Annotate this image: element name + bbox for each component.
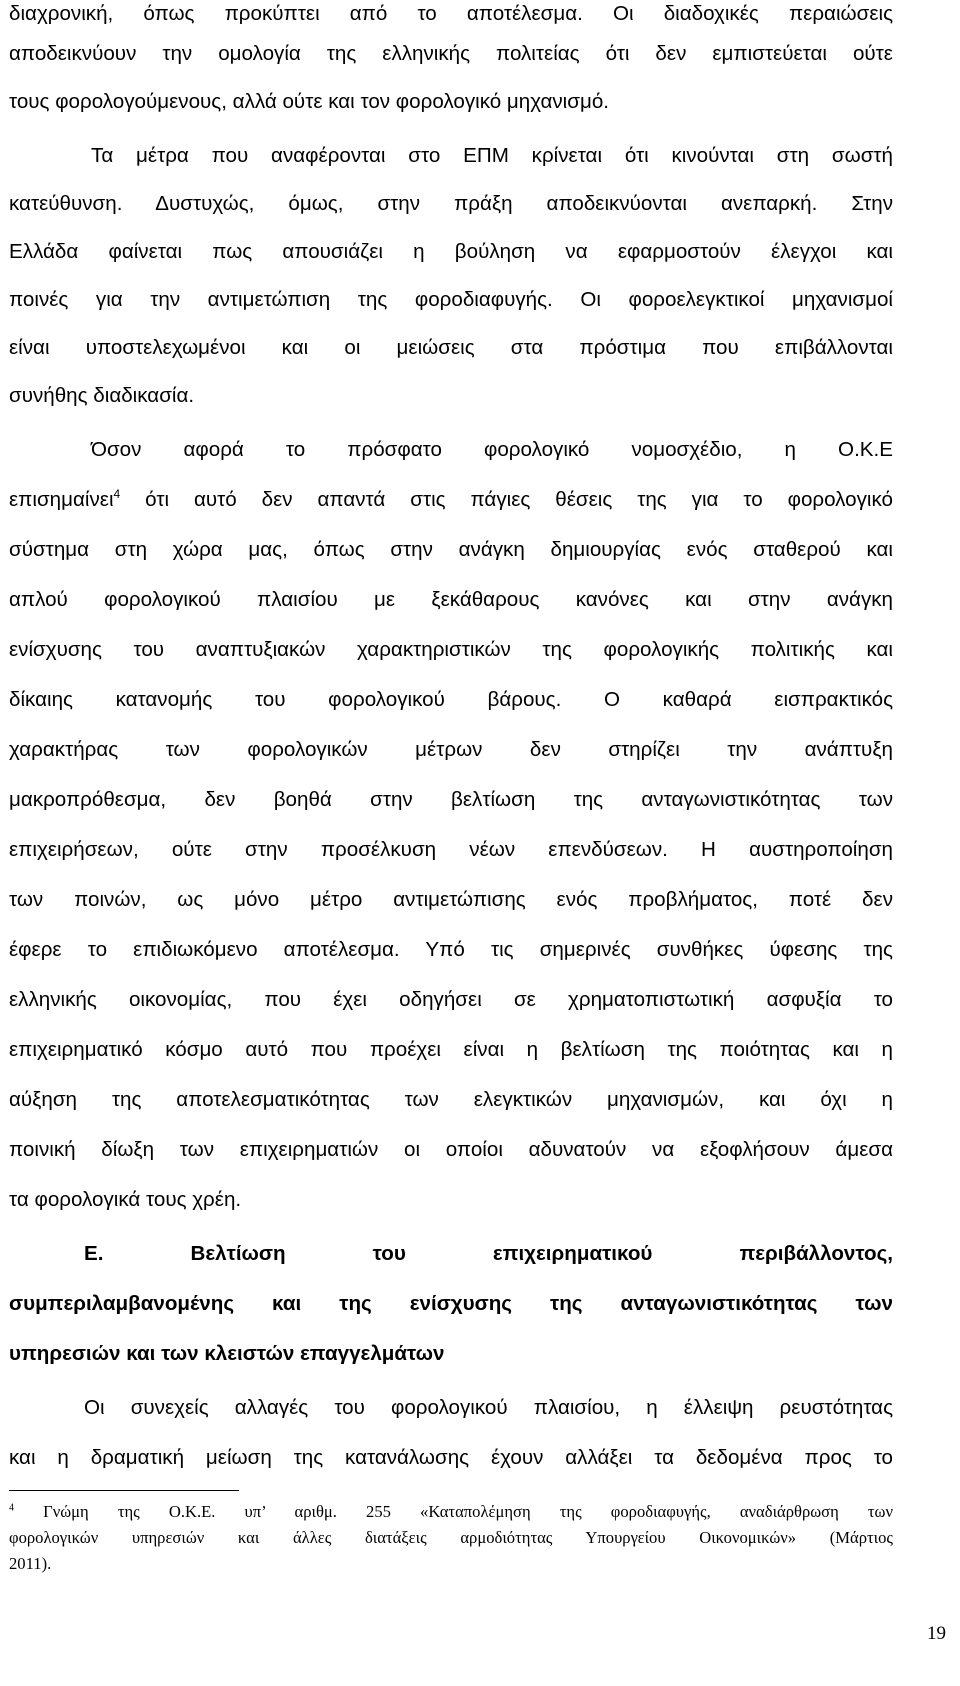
text-line: διαχρονική, όπως προκύπτει από το αποτέλεσμα. Οι διαδοχικές περαιώσεις <box>9 2 893 25</box>
text-line: κατεύθυνση. Δυστυχώς, όμως, στην πράξη αποδεικνύονται ανεπαρκή. Στην <box>9 192 893 215</box>
text-line: επιχειρηματικό κόσμο αυτό που προέχει είναι η βελτίωση της ποιότητας και η <box>9 1038 893 1061</box>
footnote-text: φορολογικών υπηρεσιών και άλλες διατάξεις αρμοδιότητας Υπουργείου Οικονομικών» (Μάρτιος <box>9 1528 893 1547</box>
text-line: επιχειρήσεων, ούτε στην προσέλκυση νέων επενδύσεων. Η αυστηροποίηση <box>9 838 893 861</box>
page-number: 19 <box>927 1623 946 1644</box>
text-line: σύστημα στη χώρα μας, όπως στην ανάγκη δημιουργίας ενός σταθερού και <box>9 538 893 561</box>
footnote-text: Γνώμη της Ο.Κ.Ε. υπ’ αριθμ. 255 «Καταπολέμηση της φοροδιαφυγής, αναδιάρθρωση των <box>14 1502 893 1521</box>
footnote-reference[interactable]: 4 <box>113 487 121 502</box>
section-heading: υπηρεσιών και των κλειστών επαγγελμάτων <box>9 1342 445 1365</box>
text-line: ποινές για την αντιμετώπιση της φοροδιαφυγής. Οι φοροελεγκτικοί μηχανισμοί <box>9 288 893 311</box>
text-line: τα φορολογικά τους χρέη. <box>9 1188 242 1211</box>
text-line: ποινική δίωξη των επιχειρηματιών οι οποίοι αδυνατούν να εξοφλήσουν άμεσα <box>9 1138 893 1161</box>
text-line: αποδεικνύουν την ομολογία της ελληνικής πολιτείας ότι δεν εμπιστεύεται ούτε <box>9 42 893 65</box>
text-fragment: επισημαίνει <box>9 488 114 511</box>
text-line: τους φορολογούμενους, αλλά ούτε και τον φορολογικό μηχανισμό. <box>9 90 610 113</box>
text-line: δίκαιης κατανομής του φορολογικού βάρους. Ο καθαρά εισπρακτικός <box>9 688 893 711</box>
text-line: χαρακτήρας των φορολογικών μέτρων δεν στηρίζει την ανάπτυξη <box>9 738 893 761</box>
footnote-marker: 4 <box>9 1502 14 1514</box>
text-line: απλού φορολογικού πλαισίου με ξεκάθαρους κανόνες και στην ανάγκη <box>9 588 893 611</box>
text-line: Ελλάδα φαίνεται πως απουσιάζει η βούληση να εφαρμοστούν έλεγχοι και <box>9 240 893 263</box>
footnote <box>9 1500 893 1524</box>
text-line-with-footnote-ref <box>9 486 893 514</box>
text-line: είναι υποστελεχωμένοι και οι μειώσεις στα πρόστιμα που επιβάλλονται <box>9 336 893 359</box>
text-line: έφερε το επιδιωκόμενο αποτέλεσμα. Υπό τις σημερινές συνθήκες ύφεσης της <box>9 938 893 961</box>
text-line: Οι συνεχείς αλλαγές του φορολογικού πλαισίου, η έλλειψη ρευστότητας <box>84 1396 893 1419</box>
text-line: ελληνικής οικονομίας, που έχει οδηγήσει σε χρηματοπιστωτική ασφυξία το <box>9 988 893 1011</box>
text-line: αύξηση της αποτελεσματικότητας των ελεγκτικών μηχανισμών, και όχι η <box>9 1088 893 1111</box>
text-line: μακροπρόθεσμα, δεν βοηθά στην βελτίωση της ανταγωνιστικότητας των <box>9 788 893 811</box>
text-line: και η δραματική μείωση της κατανάλωσης έχουν αλλάξει τα δεδομένα προς το <box>9 1446 893 1469</box>
text-fragment: ότι αυτό δεν απαντά στις πάγιες θέσεις της για το φορολογικό <box>120 488 893 511</box>
text-line: συνήθης διαδικασία. <box>9 384 195 407</box>
text-line: Τα μέτρα που αναφέρονται στο ΕΠΜ κρίνεται ότι κινούνται στη σωστή <box>91 144 893 167</box>
footnote-separator <box>9 1490 239 1491</box>
section-heading: Ε. Βελτίωση του επιχειρηματικού περιβάλλοντος, <box>84 1242 893 1265</box>
text-line: ενίσχυσης του αναπτυξιακών χαρακτηριστικών της φορολογικής πολιτικής και <box>9 638 893 661</box>
text-line: των ποινών, ως μόνο μέτρο αντιμετώπισης ενός προβλήματος, ποτέ δεν <box>9 888 893 911</box>
text-line: Όσον αφορά το πρόσφατο φορολογικό νομοσχέδιο, η Ο.Κ.Ε <box>91 438 893 461</box>
footnote-text: 2011). <box>9 1554 52 1573</box>
section-heading: συμπεριλαμβανομένης και της ενίσχυσης της ανταγωνιστικότητας των <box>9 1292 893 1315</box>
